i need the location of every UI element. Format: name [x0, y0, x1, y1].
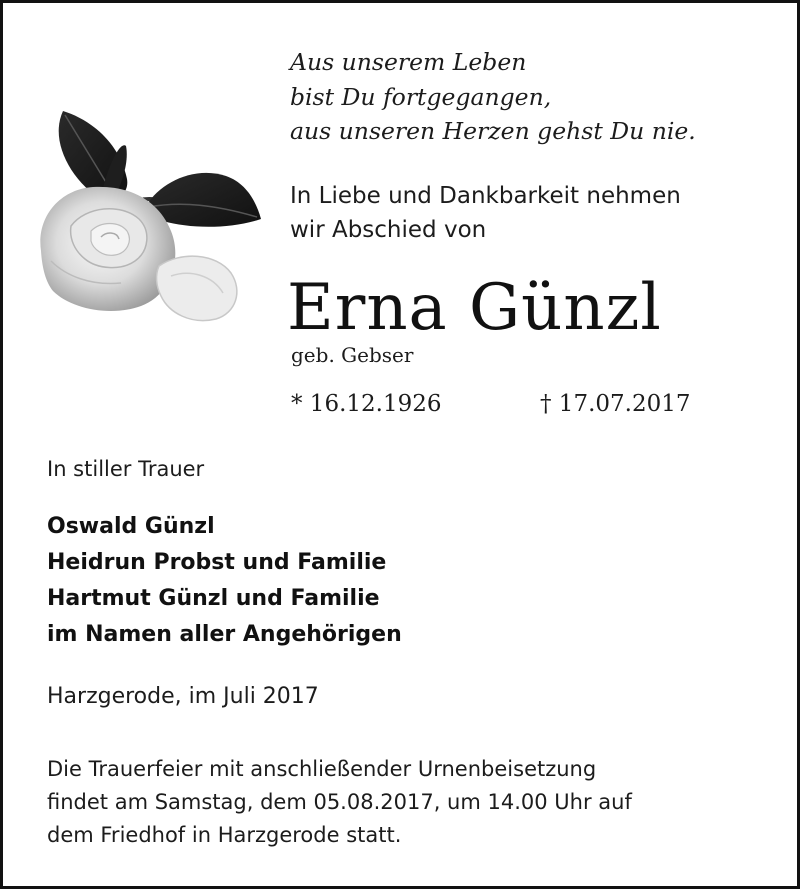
mourner-name: im Namen aller Angehörigen: [47, 622, 402, 647]
rose-flower-image: [31, 101, 271, 331]
intro-line: In Liebe und Dankbarkeit nehmen: [290, 183, 681, 209]
farewell-intro: [290, 179, 681, 247]
place-and-date: Harzgerode, im Juli 2017: [47, 684, 319, 709]
poem-line: aus unseren Herzen gehst Du nie.: [290, 117, 696, 145]
deceased-name: Erna Günzl: [287, 271, 662, 345]
mourner-name: Heidrun Probst und Familie: [47, 550, 387, 575]
mourners-list: [47, 509, 402, 653]
intro-line: wir Abschied von: [290, 217, 487, 243]
ceremony-notice: [47, 753, 632, 852]
ceremony-line: Die Trauerfeier mit anschließender Urnenbeisetzung: [47, 757, 597, 781]
birth-date: * 16.12.1926: [291, 391, 442, 417]
maiden-name: geb. Gebser: [291, 343, 414, 367]
mourner-name: Oswald Günzl: [47, 514, 215, 539]
ceremony-line: dem Friedhof in Harzgerode statt.: [47, 823, 402, 847]
death-date: † 17.07.2017: [540, 391, 691, 417]
ceremony-line: findet am Samstag, dem 05.08.2017, um 14.00 Uhr auf: [47, 790, 632, 814]
mourner-name: Hartmut Günzl und Familie: [47, 586, 380, 611]
poem-line: bist Du fortgegangen,: [290, 82, 552, 111]
poem-line: Aus unserem Leben: [290, 48, 527, 76]
memorial-poem: [290, 45, 696, 149]
mourning-heading: In stiller Trauer: [47, 457, 205, 481]
